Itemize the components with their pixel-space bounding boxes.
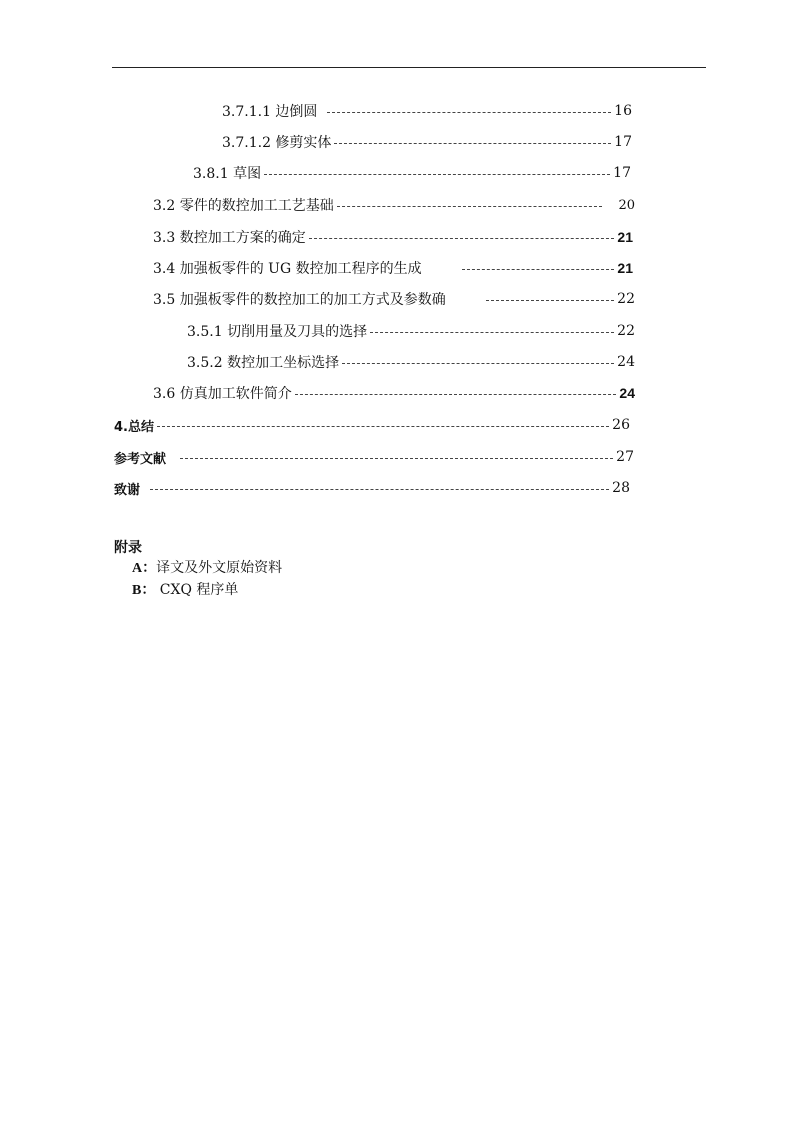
toc-leader <box>180 458 613 459</box>
toc-entry-3-4[interactable] <box>153 257 633 279</box>
toc-leader <box>295 394 617 395</box>
toc-entry-title: 3.5.1 切削用量及刀具的选择 <box>187 324 368 340</box>
toc-entry-3-5-2[interactable] <box>187 351 635 373</box>
toc-leader <box>486 300 614 301</box>
toc-entry-title: 3.3 数控加工方案的确定 <box>153 230 306 246</box>
toc-entry-title: 3.7.1.1 边倒圆 <box>222 104 318 120</box>
header-rule <box>112 67 706 68</box>
toc-entry-title: 3.8.1 草图 <box>193 166 262 182</box>
toc-entry-title: 3.2 零件的数控加工工艺基础 <box>153 198 334 214</box>
toc-entry-page: 21 <box>617 229 633 245</box>
appendix-item-label: A： <box>132 561 157 576</box>
toc-entry-3-5[interactable] <box>153 288 635 310</box>
toc-entry-references[interactable] <box>114 446 634 468</box>
toc-entry-page: 17 <box>613 165 631 181</box>
toc-leader <box>309 238 615 239</box>
toc-entry-3-3[interactable] <box>153 226 633 248</box>
toc-entry-page: 27 <box>616 449 634 465</box>
toc-entry-title: 参考文献 <box>114 451 167 467</box>
toc-entry-title: 3.7.1.2 修剪实体 <box>222 135 332 151</box>
appendix-item-a <box>132 557 282 577</box>
appendix-item-label: B： <box>132 583 156 598</box>
toc-leader <box>327 112 611 113</box>
toc-entry-title: 3.6 仿真加工软件简介 <box>153 386 292 402</box>
toc-entry-acknowledgements[interactable] <box>114 477 630 499</box>
toc-entry-3-7-1-1[interactable] <box>222 100 632 122</box>
toc-entry-title: 3.5.2 数控加工坐标选择 <box>187 355 340 371</box>
appendix-item-text: CXQ 程序单 <box>155 582 239 598</box>
toc-leader <box>150 489 609 490</box>
toc-entry-page: 17 <box>614 134 632 150</box>
toc-entry-page: 22 <box>617 291 635 307</box>
toc-entry-page: 22 <box>617 323 635 339</box>
toc-entry-title: 致谢 <box>114 482 141 498</box>
toc-entry-3-7-1-2[interactable] <box>222 131 632 153</box>
toc-leader <box>334 143 611 144</box>
toc-entry-title: 3.5 加强板零件的数控加工的加工方式及参数确 <box>153 292 446 308</box>
toc-leader <box>342 363 614 364</box>
toc-entry-page: 26 <box>612 417 630 433</box>
appendix-item-text: 译文及外文原始资料 <box>156 560 283 576</box>
toc-entry-3-6[interactable] <box>153 382 635 404</box>
appendix-item-b <box>132 579 238 599</box>
toc-entry-page: 24 <box>619 385 635 401</box>
toc-entry-3-8-1[interactable] <box>193 162 631 184</box>
toc-leader <box>370 332 614 333</box>
toc-leader <box>264 174 610 175</box>
toc-entry-page: 16 <box>614 103 632 119</box>
toc-entry-page: 24 <box>617 354 635 370</box>
toc-leader <box>462 269 615 270</box>
toc-entry-page: 28 <box>612 480 630 496</box>
toc-entry-page: 20 <box>618 197 635 213</box>
toc-leader <box>157 426 609 427</box>
toc-entry-title: 3.4 加强板零件的 UG 数控加工程序的生成 <box>153 261 422 277</box>
toc-entry-summary[interactable] <box>114 414 630 436</box>
appendix-title: 附录 <box>114 540 142 556</box>
toc-entry-3-5-1[interactable] <box>187 320 635 342</box>
toc-entry-3-2[interactable] <box>153 194 635 216</box>
toc-entry-page: 21 <box>617 260 633 276</box>
toc-leader <box>337 206 603 207</box>
toc-entry-title: 4.总结 <box>114 419 154 435</box>
